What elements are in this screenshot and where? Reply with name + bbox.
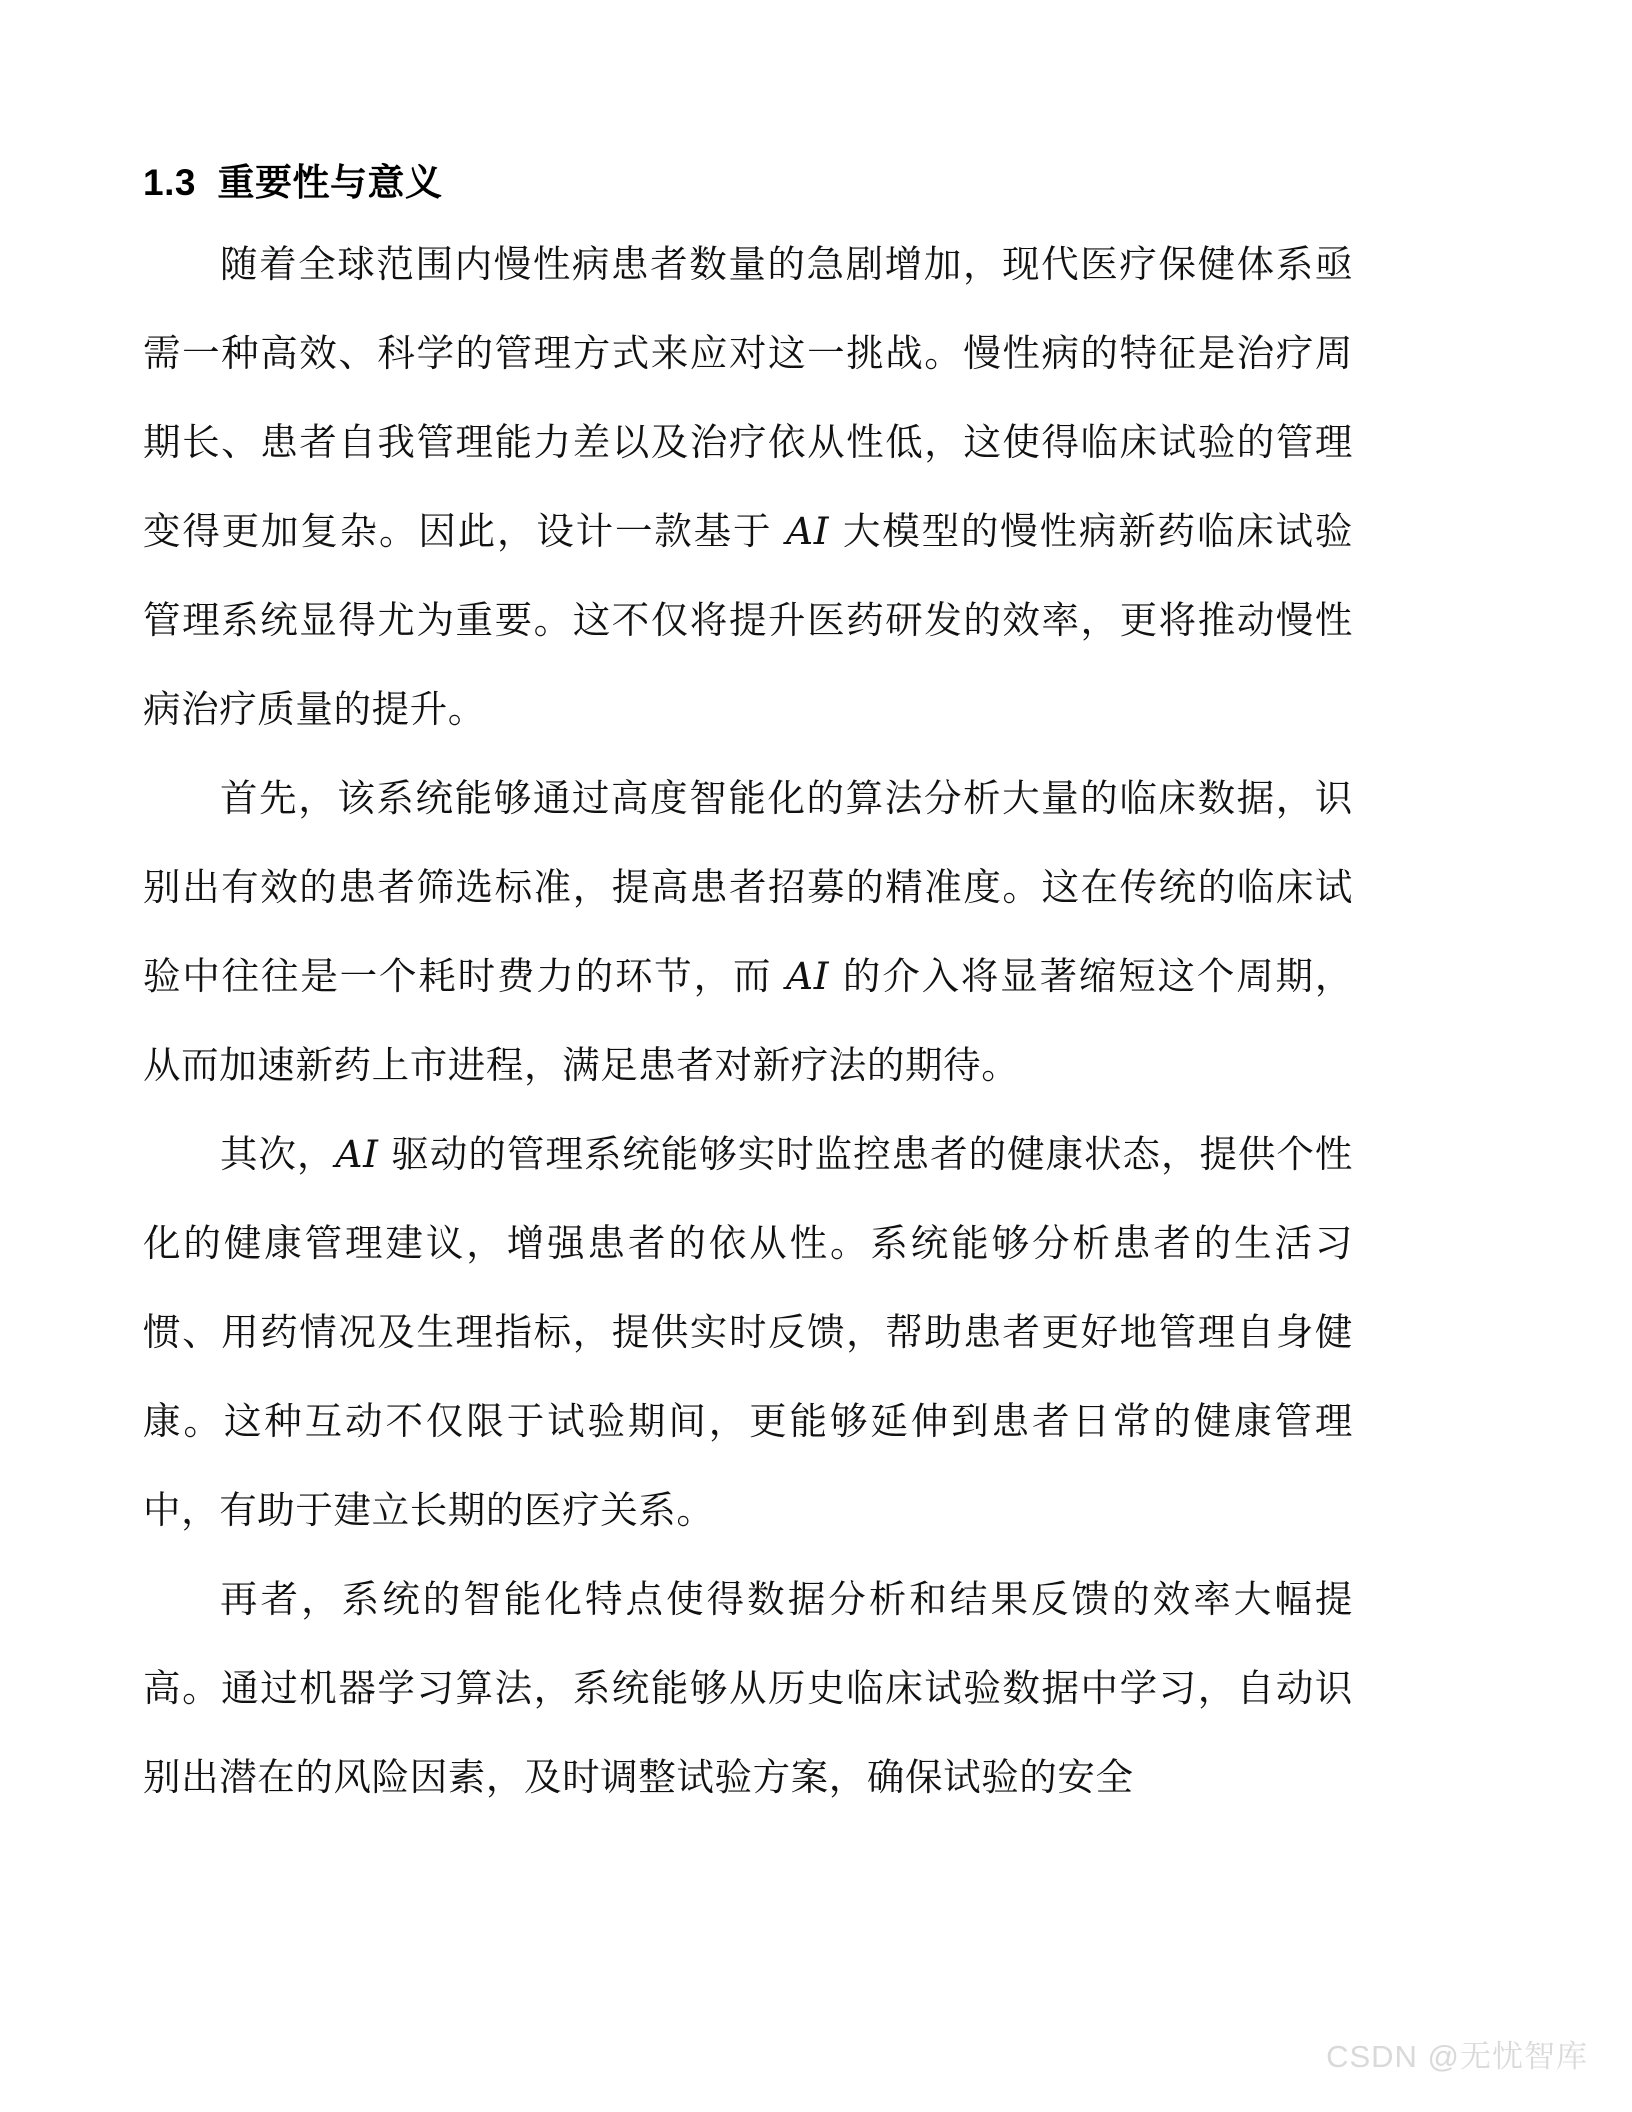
page-content xyxy=(143,160,1353,1822)
csdn-watermark: CSDN @无忧智库 xyxy=(1326,2039,1588,2074)
body-paragraph-2: 首先，该系统能够通过高度智能化的算法分析大量的临床数据，识别出有效的患者筛选标准，提高患者招募的精准度。这在传统的临床试验中往往是一个耗时费力的环节，而 AI 的介入将显著缩短这个周期，从而加速新药上市进程，满足患者对新疗法的期待。 xyxy=(143,776,1353,1088)
body-paragraph-4: 再者，系统的智能化特点使得数据分析和结果反馈的效率大幅提高。通过机器学习算法，系统能够从历史临床试验数据中学习，自动识别出潜在的风险因素，及时调整试验方案，确保试验的安全 xyxy=(143,1577,1353,1800)
body-paragraph-3: 其次，AI 驱动的管理系统能够实时监控患者的健康状态，提供个性化的健康管理建议，增强患者的依从性。系统能够分析患者的生活习惯、用药情况及生理指标，提供实时反馈，帮助患者更好地管理自身健康。这种互动不仅限于试验期间，更能够延伸到患者日常的健康管理中，有助于建立长期的医疗关系。 xyxy=(143,1132,1353,1533)
body-paragraph-1: 随着全球范围内慢性病患者数量的急剧增加，现代医疗保健体系亟需一种高效、科学的管理方式来应对这一挑战。慢性病的特征是治疗周期长、患者自我管理能力差以及治疗依从性低，这使得临床试验的管理变得更加复杂。因此，设计一款基于 AI 大模型的慢性病新药临床试验管理系统显得尤为重要。这不仅将提升医药研发的效率，更将推动慢性病治疗质量的提升。 xyxy=(143,242,1353,732)
page-title: 1.3 重要性与意义 xyxy=(143,162,443,203)
